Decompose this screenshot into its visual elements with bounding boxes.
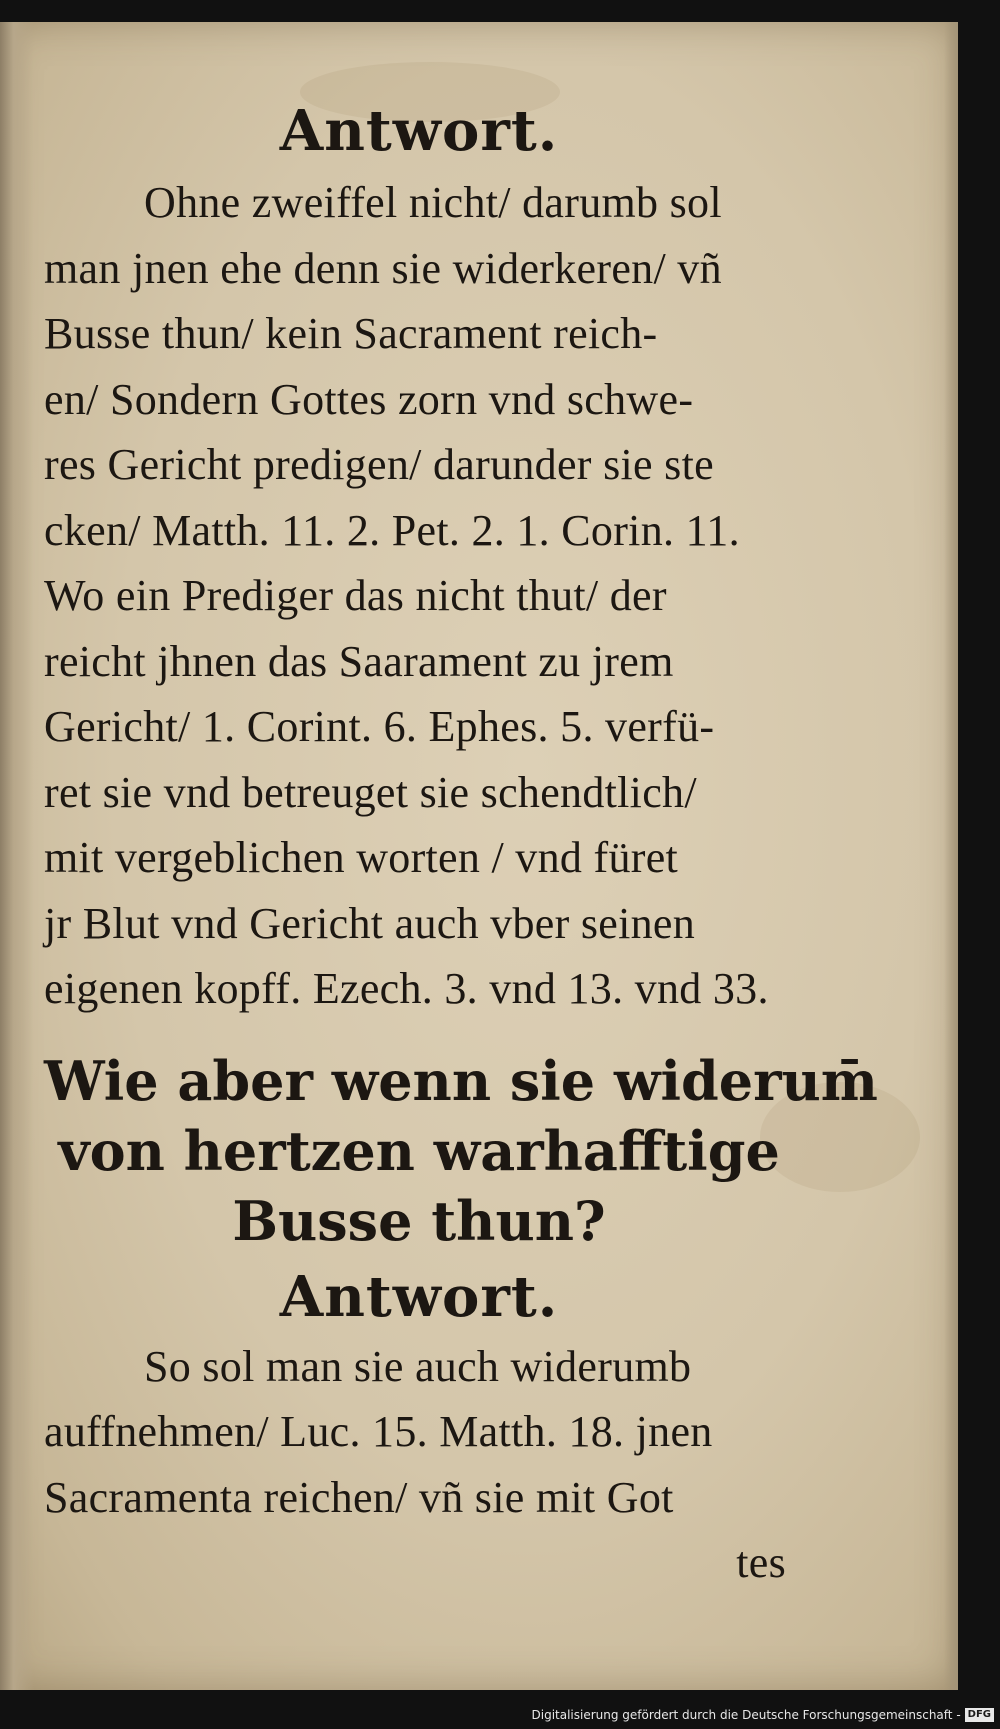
text-line: auffnehmen/ Luc. 15. Matth. 18. jnen bbox=[44, 1407, 713, 1456]
question-line: Wie aber wenn sie widerum̄ bbox=[44, 1048, 878, 1113]
text-line: reicht jhnen das Saarament zu jrem bbox=[44, 636, 674, 686]
page-edge bbox=[944, 22, 958, 1690]
text-line: jr Blut vnd Gericht auch vber seinen bbox=[44, 898, 696, 948]
catchword: tes bbox=[736, 1538, 786, 1587]
text-line: eigenen kopff. Ezech. 3. vnd 13. vnd 33. bbox=[44, 964, 769, 1013]
text-line: en/ Sondern Gottes zorn vnd schwe- bbox=[44, 374, 694, 424]
text-line: res Gericht predigen/ darunder sie ste bbox=[44, 440, 714, 489]
page-text bbox=[44, 82, 878, 1596]
text-line: Ohne zweiffel nicht/ darumb sol bbox=[144, 178, 722, 227]
credit-text: Digitalisierung gefördert durch die Deutsche Forschungsgemeinschaft - bbox=[531, 1708, 961, 1722]
paragraph-2 bbox=[44, 1334, 794, 1596]
text-line: man jnen ehe denn sie widerkeren/ vñ bbox=[44, 243, 722, 293]
text-line: cken/ Matth. 11. 2. Pet. 2. 1. Corin. 11. bbox=[44, 505, 740, 555]
page-gutter-shadow bbox=[0, 22, 34, 1690]
question-line: von hertzen warhafftige bbox=[58, 1118, 780, 1183]
text-line: So sol man sie auch widerumb bbox=[144, 1341, 692, 1391]
digitization-credit bbox=[532, 1705, 995, 1725]
text-line: mit vergeblichen worten / vnd füret bbox=[44, 833, 679, 882]
dfg-logo: DFG bbox=[965, 1708, 994, 1722]
heading-antwort-2: Antwort. bbox=[279, 1263, 559, 1330]
question-heading bbox=[44, 1046, 878, 1256]
text-line: Sacramenta reichen/ vñ sie mit Got bbox=[44, 1472, 674, 1522]
text-line: Busse thun/ kein Sacrament reich- bbox=[44, 309, 658, 358]
heading-antwort-1: Antwort. bbox=[279, 98, 559, 164]
book-page bbox=[0, 22, 958, 1690]
question-line: Busse thun? bbox=[232, 1188, 606, 1253]
text-line: Wo ein Prediger das nicht thut/ der bbox=[44, 571, 667, 620]
text-line: ret sie vnd betreuget sie schendtlich/ bbox=[44, 767, 697, 817]
text-line: Gericht/ 1. Corint. 6. Ephes. 5. verfü- bbox=[44, 702, 715, 751]
paragraph-1 bbox=[44, 170, 794, 1022]
